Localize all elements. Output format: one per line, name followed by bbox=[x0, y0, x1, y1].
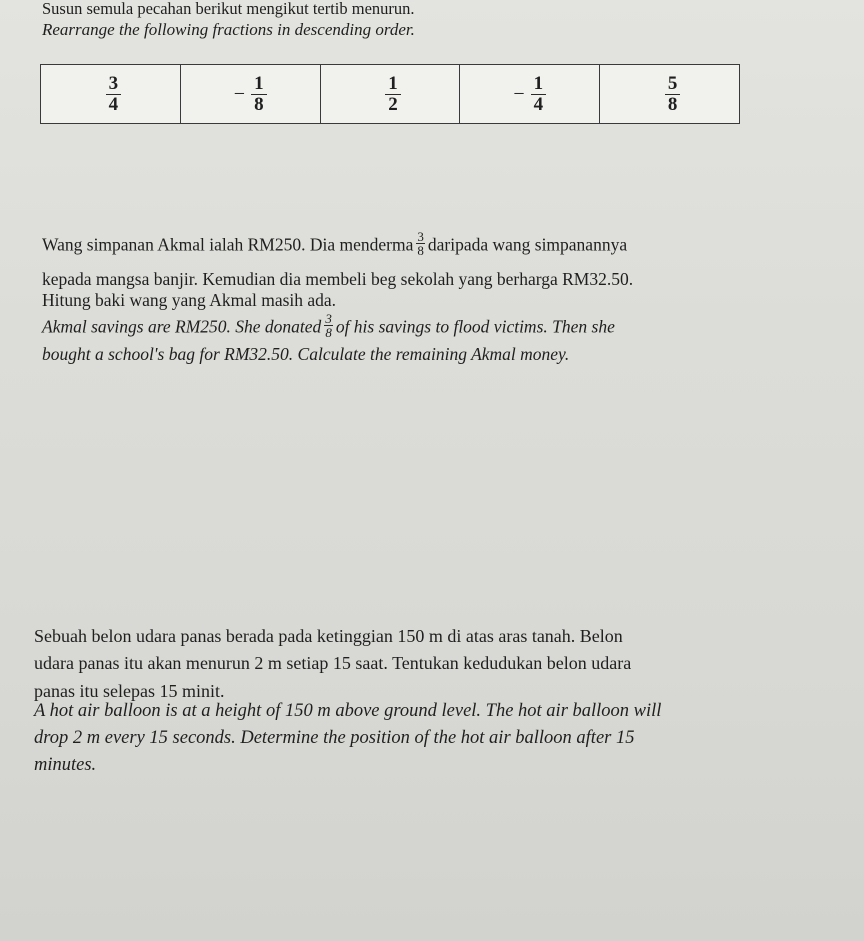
q2-malay-line-2: kepada mangsa banjir. Kemudian dia membeli beg sekolah yang berharga RM32.50. bbox=[42, 269, 634, 289]
fraction-denominator: 8 bbox=[417, 243, 424, 258]
q3-english-line-1: A hot air balloon is at a height of 150 m above ground level. The hot air balloon will bbox=[34, 701, 662, 721]
q3-malay-line-2: udara panas itu akan menurun 2 m setiap 15 saat. Tentukan kedudukan belon udara bbox=[34, 653, 632, 673]
fraction-sign: − bbox=[513, 82, 525, 105]
q3-malay-line-3: panas itu selepas 15 minit. bbox=[34, 681, 225, 701]
fraction-numerator: 1 bbox=[531, 74, 547, 95]
fraction bbox=[234, 74, 267, 115]
fraction bbox=[659, 74, 681, 115]
q2-english-line-1 bbox=[42, 311, 615, 342]
fraction-denominator: 4 bbox=[108, 93, 119, 115]
fraction bbox=[100, 74, 122, 115]
fraction bbox=[379, 74, 401, 115]
q2-malay-line-1 bbox=[42, 229, 628, 260]
q2-malay-text: Wang simpanan Akmal ialah RM250. Dia menderma bbox=[42, 234, 414, 255]
fraction-denominator: 8 bbox=[325, 325, 332, 340]
fractions-table bbox=[40, 64, 740, 124]
q1-instruction-english: Rearrange the following fractions in descending order. bbox=[42, 20, 415, 39]
q2-english-fraction bbox=[324, 312, 333, 339]
fraction-cell bbox=[460, 65, 600, 124]
q2-malay-line-3: Hitung baki wang yang Akmal masih ada. bbox=[42, 290, 337, 310]
fraction-denominator: 8 bbox=[667, 93, 678, 115]
fraction-cell bbox=[600, 65, 740, 124]
q3-malay-line-1: Sebuah belon udara panas berada pada ketinggian 150 m di atas aras tanah. Belon bbox=[34, 626, 623, 646]
q3-english-line-2: drop 2 m every 15 seconds. Determine the position of the hot air balloon after 15 bbox=[34, 728, 635, 748]
q2-english-line-2: bought a school's bag for RM32.50. Calculate the remaining Akmal money. bbox=[42, 344, 570, 364]
fraction-numerator: 5 bbox=[665, 74, 681, 95]
fraction-denominator: 4 bbox=[533, 93, 544, 115]
q2-malay-fraction bbox=[416, 230, 425, 257]
fraction-numerator: 3 bbox=[325, 311, 332, 326]
fraction-numerator: 3 bbox=[417, 229, 424, 244]
fraction-denominator: 2 bbox=[388, 93, 398, 115]
fraction bbox=[513, 74, 546, 115]
q2-english-text: of his savings to flood victims. Then she bbox=[335, 316, 615, 337]
fraction-cell bbox=[180, 65, 320, 124]
fraction-sign: − bbox=[233, 82, 246, 105]
fraction-cell bbox=[320, 65, 460, 124]
q2-english-text: Akmal savings are RM250. She donated bbox=[42, 316, 322, 337]
q2-malay-text: daripada wang simpanannya bbox=[427, 234, 628, 255]
fraction-numerator: 1 bbox=[385, 74, 401, 95]
fraction-numerator: 3 bbox=[106, 74, 122, 95]
fraction-numerator: 1 bbox=[251, 74, 267, 95]
q3-english-line-3: minutes. bbox=[34, 755, 97, 775]
fraction-cell bbox=[41, 65, 181, 124]
fraction-denominator: 8 bbox=[254, 93, 264, 115]
q1-instruction-malay: Susun semula pecahan berikut mengikut tertib menurun. bbox=[42, 0, 415, 18]
